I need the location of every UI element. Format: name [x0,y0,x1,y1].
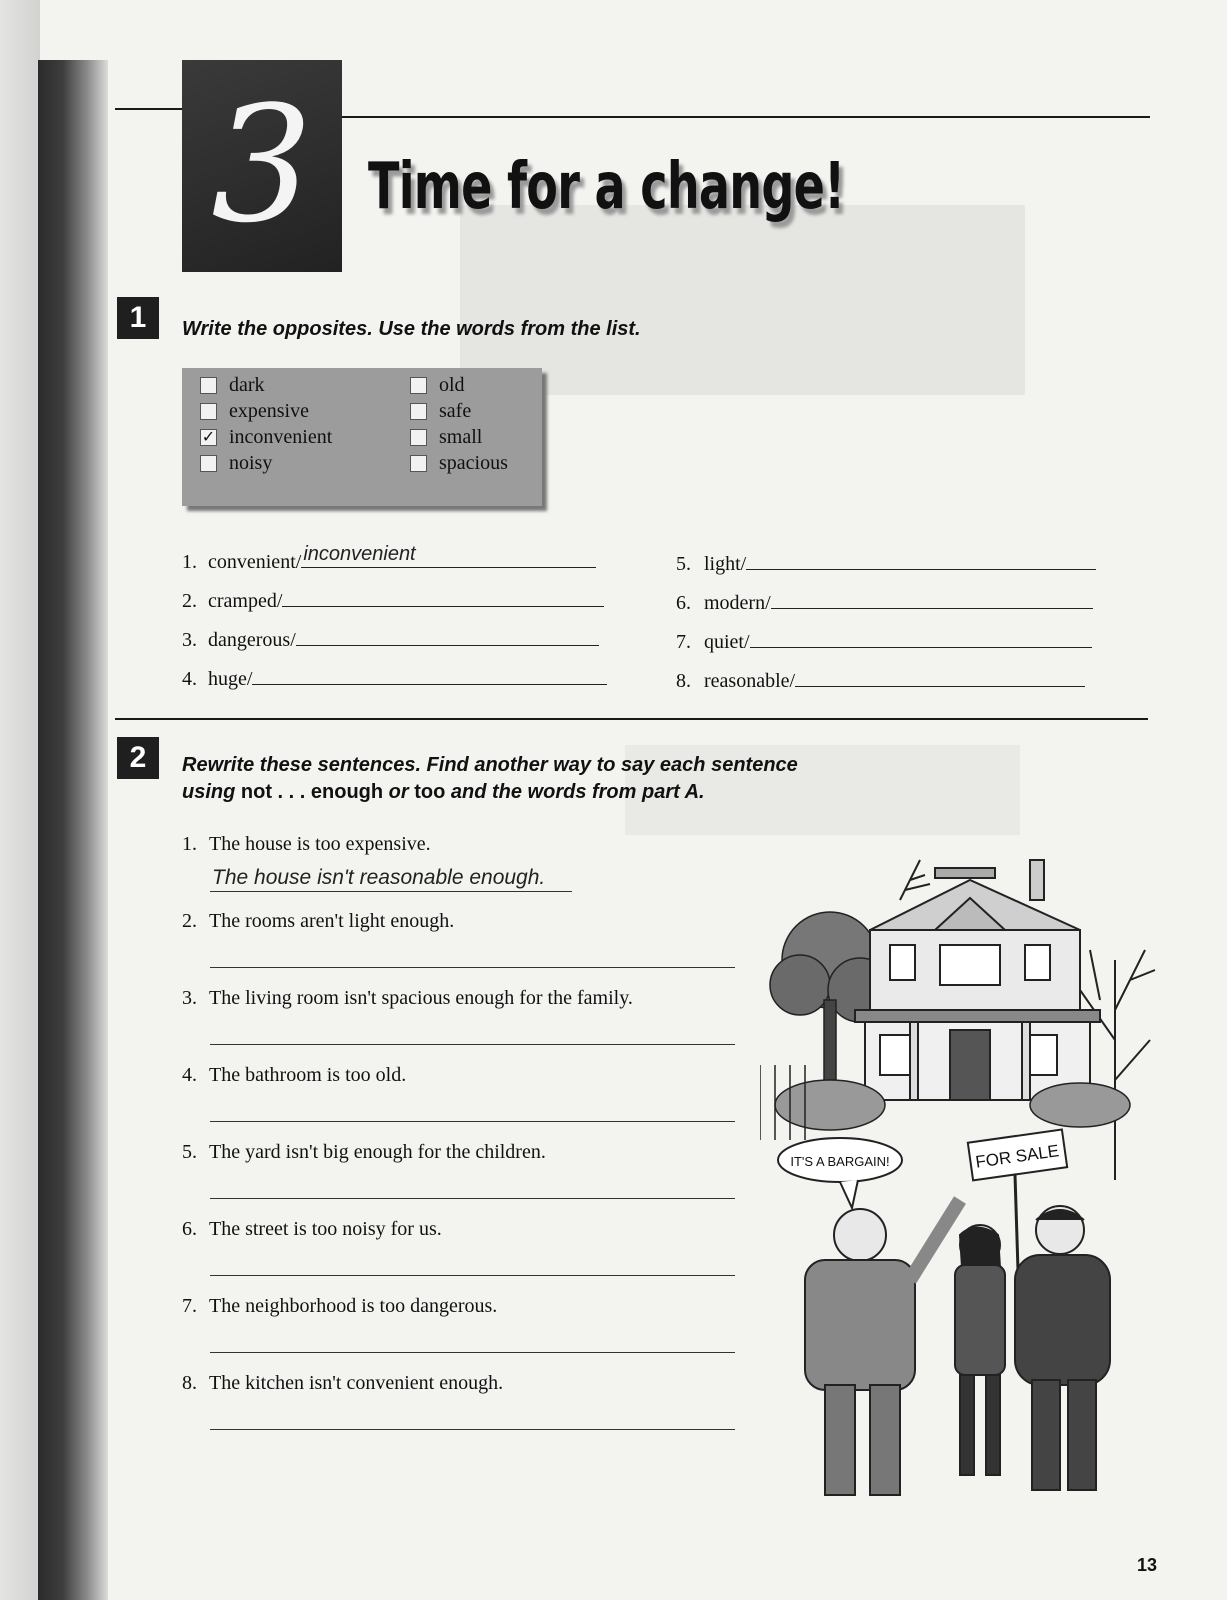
answer-blank[interactable] [771,588,1093,609]
sentence-4: 4. The bathroom is too old. [182,1064,407,1086]
section2-instruction: Rewrite these sentences. Find another way to say each sentence using not . . . enough or too and the words from part A. [182,754,798,803]
speech-bubble-text: IT'S A BARGAIN! [790,1154,890,1169]
unit-number-box [182,60,342,272]
header-rule-left [115,108,182,110]
answer-line[interactable] [210,1351,735,1353]
opposite-item-8: 8. reasonable/ [676,666,1085,693]
word-list-item[interactable]: old [410,374,465,397]
answer-blank[interactable] [282,586,604,607]
unit-number: 3 [211,71,313,258]
checkbox[interactable] [200,403,217,420]
book-spine-shadow [38,60,108,1600]
woman [955,1225,1005,1475]
house-for-sale-illustration [760,840,1170,1520]
header-rule-right [342,116,1150,118]
word-list-item[interactable]: ✓ inconvenient [201,426,333,448]
sentence-6: 6. The street is too noisy for us. [182,1218,442,1240]
section-badge-1: 1 [117,297,159,339]
answer-line[interactable] [210,1197,735,1199]
bleed-through-shade [460,205,1025,395]
answer-blank[interactable] [746,549,1096,570]
tree-right [1080,950,1155,1180]
handwritten-answer: inconvenient [303,543,416,565]
answer-line[interactable] [210,1428,735,1430]
word-list-item[interactable]: safe [410,400,471,423]
answer-line[interactable] [210,1120,735,1122]
scan-margin [0,0,40,1600]
opposite-item-2: 2. cramped/ [182,586,604,613]
house [855,860,1100,1100]
checkbox[interactable] [410,455,427,472]
opposite-item-3: 3. dangerous/ [182,625,599,652]
answer-blank[interactable] [252,664,607,685]
section1-instruction: Write the opposites. Use the words from the list. [182,318,641,340]
answer-blank[interactable] [296,625,599,646]
sentence-8: 8. The kitchen isn't convenient enough. [182,1372,504,1394]
sentence-5: 5. The yard isn't big enough for the children. [182,1141,546,1163]
checkbox[interactable] [200,377,217,394]
unit-title: Time for a change! [368,150,845,224]
word-list-item[interactable]: spacious [410,452,508,475]
sentence-2: 2. The rooms aren't light enough. [182,910,455,932]
handwritten-answer: The house isn't reasonable enough. [212,866,546,889]
checkbox[interactable] [410,403,427,420]
word-list-box [182,368,542,506]
opposite-item-6: 6. modern/ [676,588,1093,615]
sign-text: FOR SALE [974,1141,1061,1172]
checkbox[interactable] [410,429,427,446]
word-list-item[interactable]: small [410,426,482,449]
real-estate-agent [805,1200,960,1495]
checkbox[interactable] [200,455,217,472]
opposite-item-1: 1. convenient/ inconvenient [182,547,596,574]
sentence-7: 7. The neighborhood is too dangerous. [182,1295,498,1317]
answer-blank[interactable] [795,666,1085,687]
page-number: 13 [1136,1555,1157,1575]
man [1015,1206,1110,1490]
speech-bubble [778,1138,902,1208]
word-list-item[interactable]: expensive [200,400,309,423]
answer-blank[interactable] [301,543,596,568]
opposite-item-5: 5. light/ [676,549,1096,576]
opposite-item-4: 4. huge/ [182,664,607,691]
sentence-1: 1. The house is too expensive. [182,833,431,855]
opposite-item-7: 7. quiet/ [676,627,1092,654]
word-list-item[interactable]: noisy [200,452,272,475]
checkbox-checked[interactable]: ✓ [201,427,216,446]
section-divider [115,718,1148,720]
sentence-3: 3. The living room isn't spacious enough for the family. [182,987,633,1009]
answer-line[interactable] [210,890,572,892]
answer-blank[interactable] [750,627,1092,648]
section-badge-2: 2 [117,737,159,779]
checkbox[interactable] [410,377,427,394]
answer-line[interactable] [210,966,735,968]
answer-line[interactable] [210,1043,735,1045]
word-list-item[interactable]: dark [200,374,265,397]
answer-line[interactable] [210,1274,735,1276]
